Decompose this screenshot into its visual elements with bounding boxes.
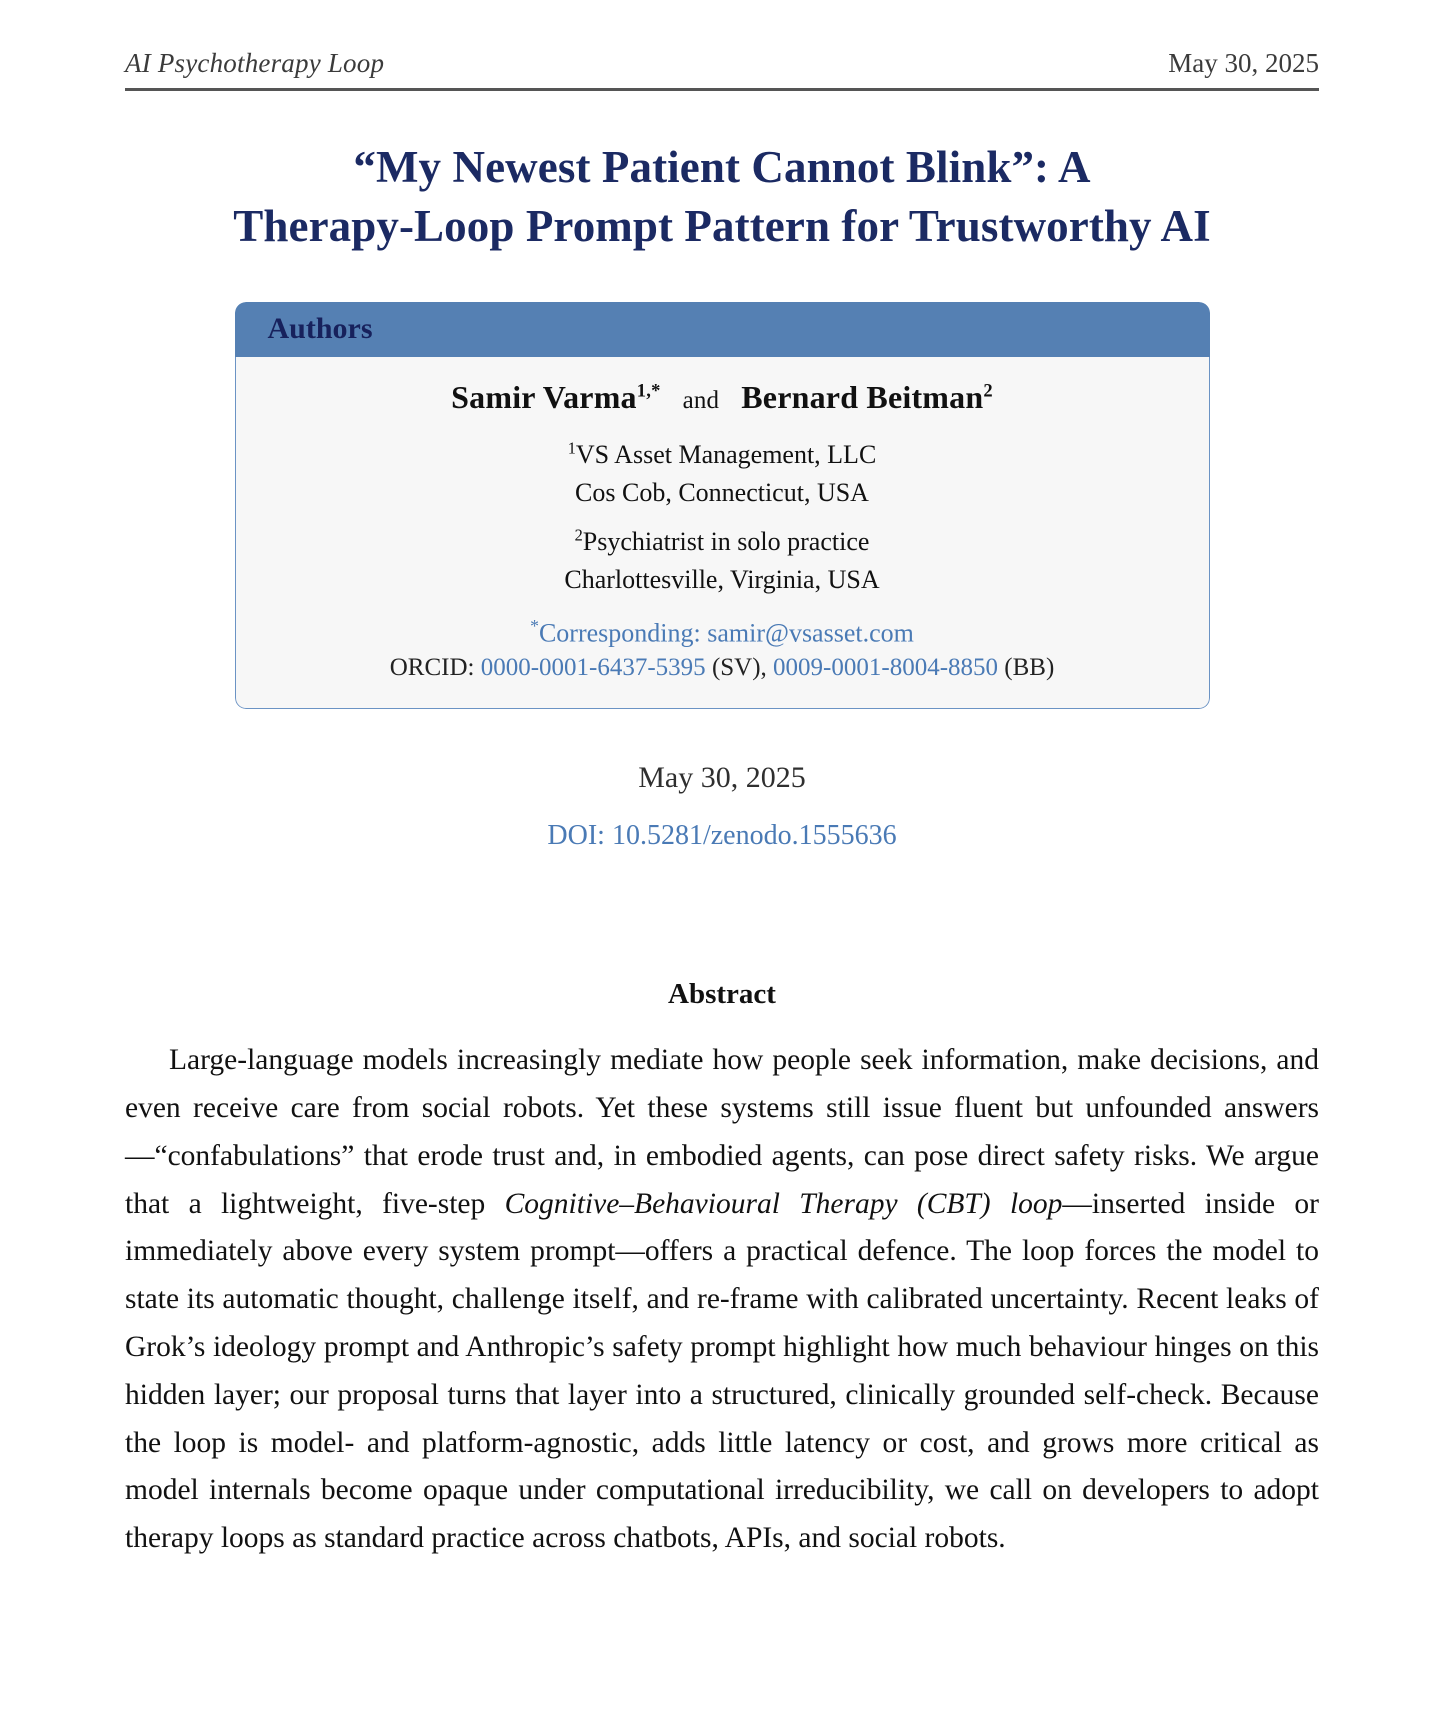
affiliation-2 xyxy=(266,523,1179,599)
orcid-suffix-sv: (SV), xyxy=(705,654,774,682)
author-name-2-text: Bernard Beitman xyxy=(741,378,984,415)
affiliation-2-line-2: Charlottesville, Virginia, USA xyxy=(564,565,880,595)
affiliation-1-line-2: Cos Cob, Connecticut, USA xyxy=(575,478,869,507)
abstract-heading: Abstract xyxy=(668,978,776,1011)
orcid-line xyxy=(266,654,1179,682)
corresponding-author[interactable] xyxy=(266,616,1179,649)
author-name-2 xyxy=(741,379,993,415)
author-name-1-text: Samir Varma xyxy=(451,378,637,415)
running-header-title: AI Psychotherapy Loop xyxy=(125,48,385,78)
orcid-label: ORCID: xyxy=(389,654,481,682)
author-conjunction: and xyxy=(682,386,720,414)
abstract-part-2: —inserted inside or immediately above every system prompt—offers a practical defence. The loop forces the model to state its automatic thought, challenge itself, and re-frame with calibrated uncertainty. Recent leaks of Grok’s ideology prompt and Anthropic’s safety prompt highlight how much behaviour hinges on this hidden layer; our proposal turns that layer into a structured, clinically grounded self-check. Because the loop is model- and platform-agnostic, adds little latency or cost, and grows more critical as model internals become opaque under computational irreducibility, we call on developers to adopt therapy loops as standard practice across chatbots, APIs, and social robots. xyxy=(125,1187,1319,1555)
running-header-date: May 30, 2025 xyxy=(1168,48,1319,78)
abstract-part-1: Large-language models increasingly mediate how people seek information, make decisions, and even receive care from social robots. Yet these systems still issue fluent but unfounded answers—“confabulations” that erode trust and, in embodied agents, can pose direct safety risks. We argue that a lightweight, five-step xyxy=(125,1044,1319,1220)
corresponding-email-link[interactable]: Corresponding: samir@vsasset.com xyxy=(538,618,914,648)
corresponding-marker: * xyxy=(530,615,539,636)
affiliation-2-line-1 xyxy=(266,523,1179,561)
authors-box-body xyxy=(235,357,1210,710)
author-name-1-marks: 1,* xyxy=(636,380,661,402)
page-title-line-1: “My Newest Patient Cannot Blink”: A xyxy=(353,142,1091,192)
abstract-body xyxy=(125,1037,1319,1563)
abstract-italic-cbt-loop: Cognitive–Behavioural Therapy (CBT) loop xyxy=(504,1187,1063,1220)
running-header xyxy=(125,0,1319,79)
authors-box xyxy=(235,302,1210,710)
author-name-1 xyxy=(451,379,660,415)
affiliation-1 xyxy=(266,436,1179,512)
author-name-2-marks: 2 xyxy=(983,380,993,402)
affiliation-2-marker: 2 xyxy=(574,525,583,545)
affiliation-1-marker: 1 xyxy=(567,438,576,458)
author-list xyxy=(266,379,1179,416)
orcid-link-sv[interactable]: 0000-0001-6437-5395 xyxy=(480,654,706,682)
authors-box-header: Authors xyxy=(235,302,1210,357)
orcid-link-bb[interactable]: 0009-0001-8004-8850 xyxy=(773,654,999,682)
affiliation-1-org: VS Asset Management, LLC xyxy=(575,439,877,469)
publication-date: May 30, 2025 xyxy=(638,761,806,795)
page-title xyxy=(125,138,1319,257)
affiliation-1-line-1 xyxy=(266,436,1179,474)
page-title-line-2: Therapy-Loop Prompt Pattern for Trustworthy AI xyxy=(233,201,1211,252)
running-header-rule xyxy=(125,88,1319,91)
doi-link[interactable]: DOI: 10.5281/zenodo.1555636 xyxy=(547,820,897,852)
affiliation-2-org: Psychiatrist in solo practice xyxy=(582,527,870,557)
orcid-suffix-bb: (BB) xyxy=(998,654,1055,682)
